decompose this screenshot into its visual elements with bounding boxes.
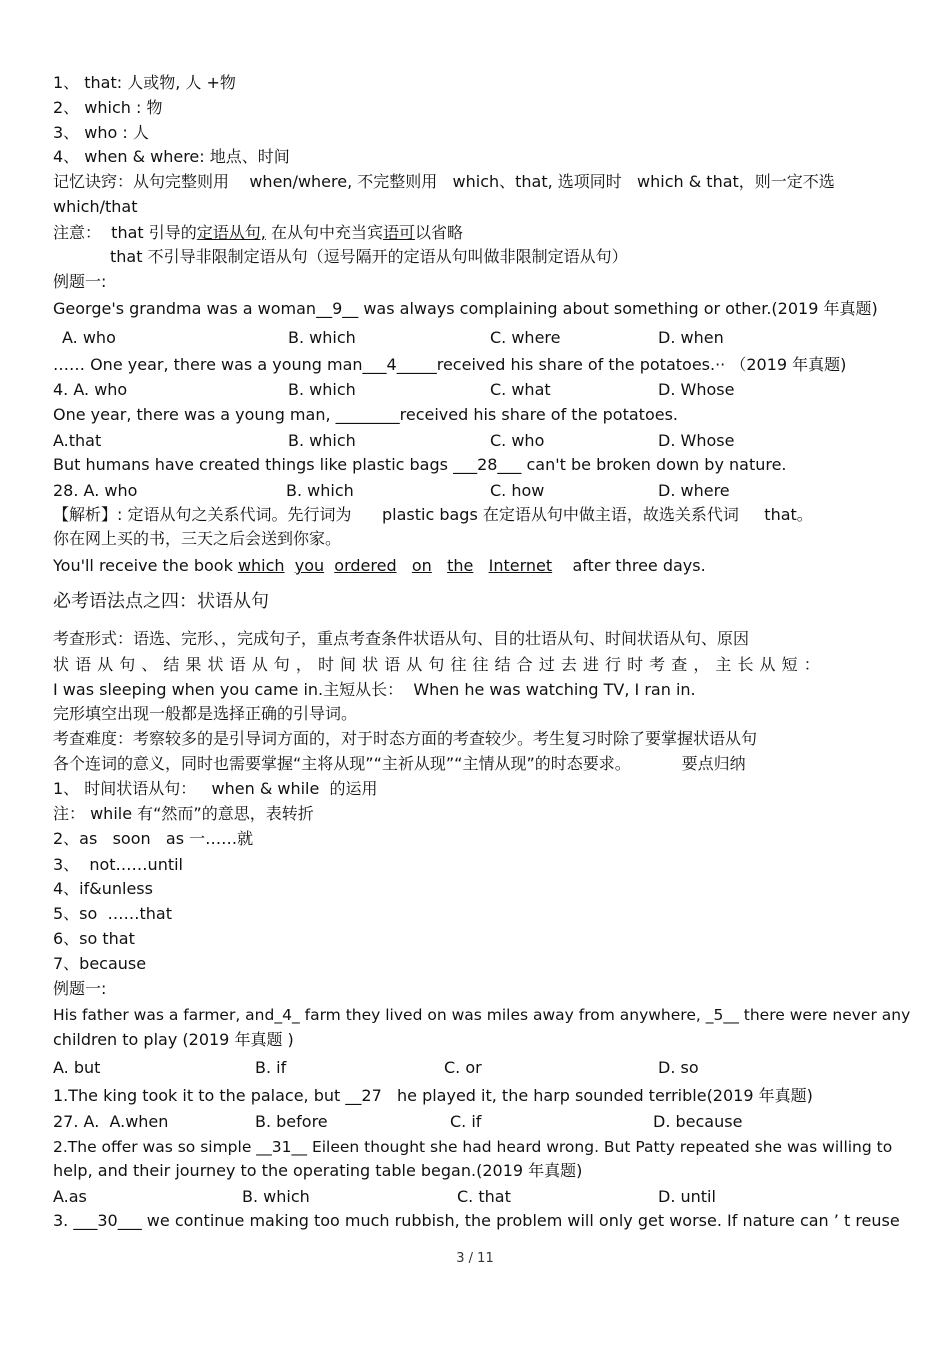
example-label: 例题一: xyxy=(53,979,107,998)
list-item: 6、so that xyxy=(53,929,135,948)
underlined-text: which xyxy=(237,556,285,575)
option-d: D. Whose xyxy=(658,380,735,399)
option-a: A. who xyxy=(62,328,116,347)
text-span: after three days. xyxy=(572,556,706,575)
option-a: 28. A. who xyxy=(53,481,138,500)
text-span: You'll receive the book xyxy=(53,556,238,575)
list-item: 1、 时间状语从句： when & while 的运用 xyxy=(53,779,378,798)
option-c: C. where xyxy=(490,328,561,347)
question-line: One year, there was a young man, ________received his share of the potatoes. xyxy=(53,405,678,424)
example-label: 例题一: xyxy=(53,272,107,291)
text-span: 在从句中充当宾 xyxy=(265,223,383,242)
question-line: 1.The king took it to the palace, but __27 he played it, the harp sounded terrible(2019 年真题) xyxy=(53,1086,813,1105)
list-item: 3、 not……until xyxy=(53,855,184,874)
underlined-text: 定语从句, xyxy=(196,223,266,242)
text-line: 记忆诀窍：从句完整则用 when/where, 不完整则用 which、that, 选项同时 which & that，则一定不选 xyxy=(53,172,835,191)
note-line: 注： while 有“然而”的意思，表转折 xyxy=(53,804,314,823)
text-line: 考查难度：考察较多的是引导词方面的，对于时态方面的考查较少。考生复习时除了要掌握状语从句 xyxy=(53,729,758,748)
text-line: 3、 who : 人 xyxy=(53,123,149,142)
question-line: But humans have created things like plastic bags ___28___ can't be broken down by nature. xyxy=(53,455,787,474)
note-line xyxy=(53,223,463,243)
list-item: 7、because xyxy=(53,954,147,973)
list-item: 2、as soon as 一……就 xyxy=(53,829,254,848)
option-c: C. that xyxy=(457,1187,511,1206)
question-line: 3. ___30___ we continue making too much rubbish, the problem will only get worse. If nature can ’ t reuse xyxy=(53,1211,900,1230)
note-label: 注意： that 引导的 xyxy=(53,223,197,242)
question-line: …… One year, there was a young man___4_____received his share of the potatoes.·· （2019 年真题) xyxy=(53,355,847,374)
option-d: D. because xyxy=(653,1112,743,1131)
option-a: 27. A. A.when xyxy=(53,1112,169,1131)
option-b: B. which xyxy=(288,431,356,450)
option-d: D. where xyxy=(658,481,730,500)
underlined-text: 语可 xyxy=(382,223,415,242)
text-line: 考查形式：语选、完形、，完成句子，重点考查条件状语从句、目的壮语从句、时间状语从句、原因 xyxy=(53,629,750,648)
option-b: B. which xyxy=(288,328,356,347)
question-line: His father was a farmer, and_4_ farm they lived on was miles away from anywhere, _5__ there were never any xyxy=(53,1006,911,1024)
text-line: 1、 that: 人或物, 人 +物 xyxy=(53,73,236,92)
option-b: B. which xyxy=(242,1187,310,1206)
section-heading: 必考语法点之四：状语从句 xyxy=(53,591,269,612)
question-line: 2.The offer was so simple __31__ Eileen thought she had heard wrong. But Patty repeated she was willing to xyxy=(53,1138,893,1156)
question-line: George's grandma was a woman__9__ was always complaining about something or other.(2019 年真题) xyxy=(53,299,878,318)
option-c: C. if xyxy=(450,1112,482,1131)
text-line: which/that xyxy=(53,197,138,216)
option-d: D. when xyxy=(658,328,724,347)
underlined-text: the xyxy=(447,556,474,575)
text-line: that 不引导非限制定语从句（逗号隔开的定语从句叫做非限制定语从句） xyxy=(110,247,628,266)
option-b: B. which xyxy=(286,481,354,500)
option-b: B. before xyxy=(255,1112,328,1131)
option-a: A.as xyxy=(53,1187,87,1206)
underlined-text: ordered xyxy=(334,556,397,575)
option-a: 4. A. who xyxy=(53,380,128,399)
option-c: C. how xyxy=(490,481,545,500)
option-a: A.that xyxy=(53,431,102,450)
option-b: B. if xyxy=(255,1058,287,1077)
text-span: 以省略 xyxy=(414,223,463,242)
option-b: B. which xyxy=(288,380,356,399)
underlined-text: Internet xyxy=(488,556,553,575)
page-number: 3 / 11 xyxy=(456,1251,494,1266)
option-c: C. or xyxy=(444,1058,482,1077)
option-c: C. who xyxy=(490,431,545,450)
underlined-text: you xyxy=(294,556,325,575)
option-d: D. Whose xyxy=(658,431,735,450)
text-line: 2、 which : 物 xyxy=(53,98,163,117)
list-item: 5、so ……that xyxy=(53,904,172,923)
text-line: I was sleeping when you came in.主短从长： When he was watching TV, I ran in. xyxy=(53,680,696,699)
example-sentence xyxy=(53,556,706,576)
option-c: C. what xyxy=(490,380,551,399)
list-item: 4、if&unless xyxy=(53,879,153,898)
text-line: 4、 when & where: 地点、时间 xyxy=(53,147,290,166)
underlined-text: on xyxy=(411,556,432,575)
text-line: 完形填空出现一般都是选择正确的引导词。 xyxy=(53,704,358,723)
question-line: children to play (2019 年真题 ) xyxy=(53,1030,294,1049)
question-line: help, and their journey to the operating table began.(2019 年真题) xyxy=(53,1161,583,1180)
analysis-line: 【解析】: 定语从句之关系代词。先行词为 plastic bags 在定语从句中做主语，故选关系代词 that。 xyxy=(53,505,813,524)
text-line: 你在网上买的书，三天之后会送到你家。 xyxy=(53,529,342,548)
text-line: 各个连词的意义，同时也需要掌握“主将从现”“主祈从现”“主情从现”的时态要求。 要点归纳 xyxy=(53,754,746,773)
option-d: D. until xyxy=(658,1187,716,1206)
option-a: A. but xyxy=(53,1058,101,1077)
option-d: D. so xyxy=(658,1058,699,1077)
text-line: 状语从句、结果状语从句，时间状语从句往往结合过去进行时考查，主长从短： xyxy=(53,655,826,674)
